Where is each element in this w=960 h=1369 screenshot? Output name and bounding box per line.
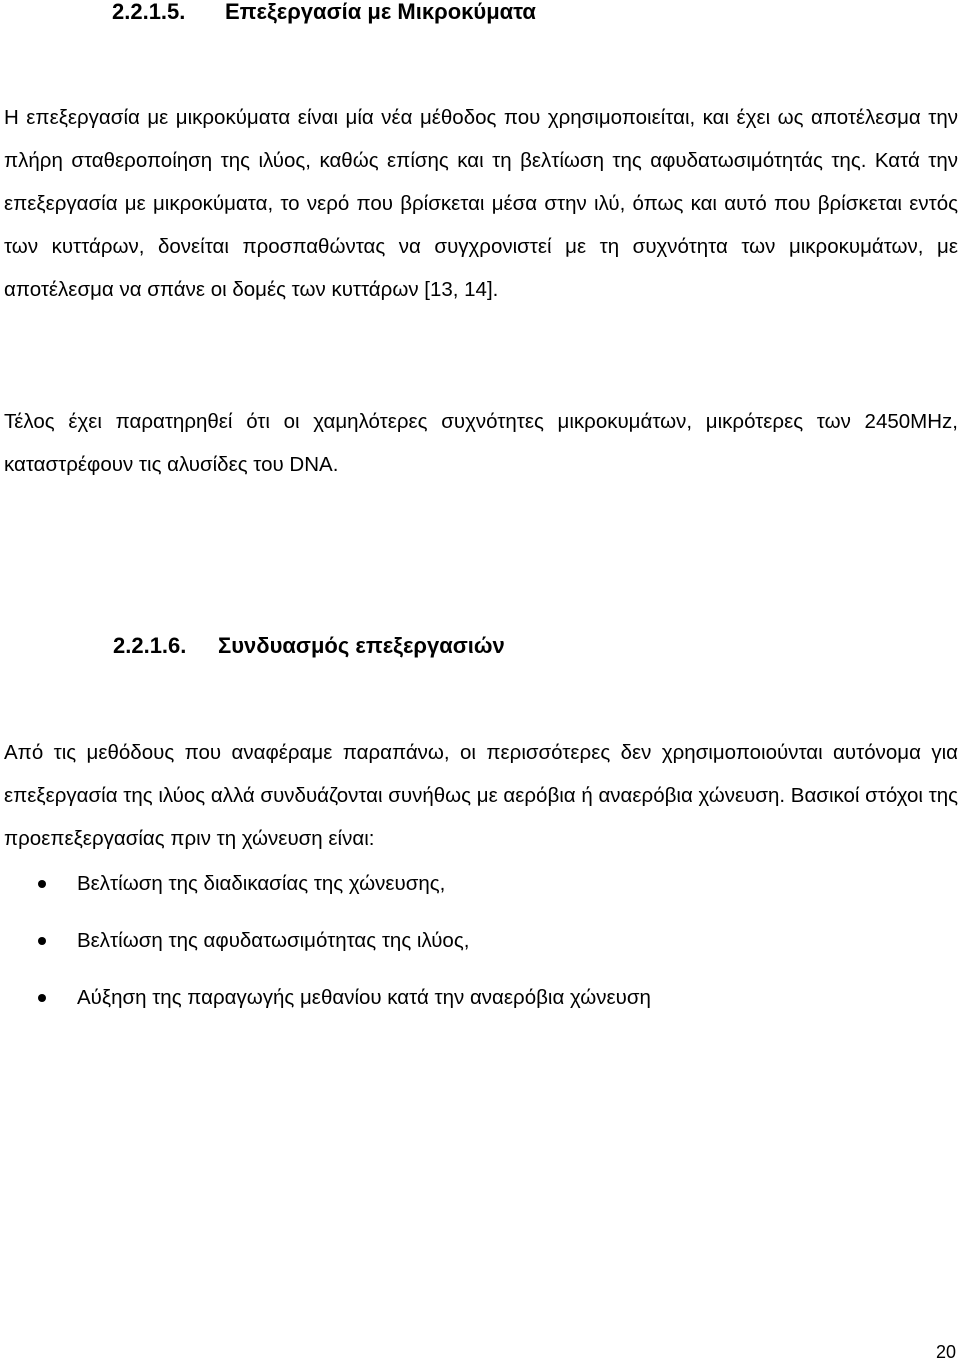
objectives-list — [0, 862, 958, 1033]
section-heading-combination — [113, 632, 505, 660]
section-title: Συνδυασμός επεξεργασιών — [218, 633, 505, 658]
section-number: 2.2.1.5. — [112, 0, 186, 24]
section-number: 2.2.1.6. — [113, 633, 187, 658]
section-title: Επεξεργασία με Μικροκύματα — [225, 0, 536, 24]
bullet-icon — [38, 994, 46, 1002]
page-number: 20 — [935, 1342, 956, 1362]
paragraph-combination: Από τις μεθόδους που αναφέραμε παραπάνω, οι περισσότερες δεν χρησιμοποιούνται αυτόνομα για επεξεργασία της ιλύος αλλά συνδυάζονται συνήθως με αερόβια ή αναερόβια χώνευση. Βασικοί στόχοι της προεπεξεργασίας πριν τη χώνευση είναι: — [4, 741, 958, 850]
list-item-text: Αύξηση της παραγωγής μεθανίου κατά την αναερόβια χώνευση — [77, 986, 651, 1009]
section-heading-microwave — [112, 0, 536, 26]
list-item-text: Βελτίωση της αφυδατωσιμότητας της ιλύος, — [77, 929, 470, 952]
paragraph-microwave-dna: Τέλος έχει παρατηρηθεί ότι οι χαμηλότερες συχνότητες μικροκυμάτων, μικρότερες των 2450MHz, καταστρέφουν τις αλυσίδες του DNA. — [4, 410, 958, 476]
bullet-icon — [38, 880, 46, 888]
list-item-text: Βελτίωση της διαδικασίας της χώνευσης, — [77, 872, 446, 895]
list-item — [0, 976, 958, 1033]
bullet-icon — [38, 937, 46, 945]
list-item — [0, 862, 958, 919]
paragraph-microwave-intro: Η επεξεργασία με μικροκύματα είναι μία νέα μέθοδος που χρησιμοποιείται, και έχει ως αποτέλεσμα την πλήρη σταθεροποίηση της ιλύος, καθώς επίσης και τη βελτίωση της αφυδατωσιμότητάς της. Κατά την επεξεργασία με μικροκύματα, το νερό που βρίσκεται μέσα στην ιλύ, όπως και αυτό που βρίσκεται εντός των κυττάρων, δονείται προσπαθώντας να συγχρονιστεί με τη συχνότητα των μικροκυμάτων, με αποτέλεσμα να σπάνε οι δομές των κυττάρων [13, 14]. — [4, 106, 958, 301]
list-item — [0, 919, 958, 976]
